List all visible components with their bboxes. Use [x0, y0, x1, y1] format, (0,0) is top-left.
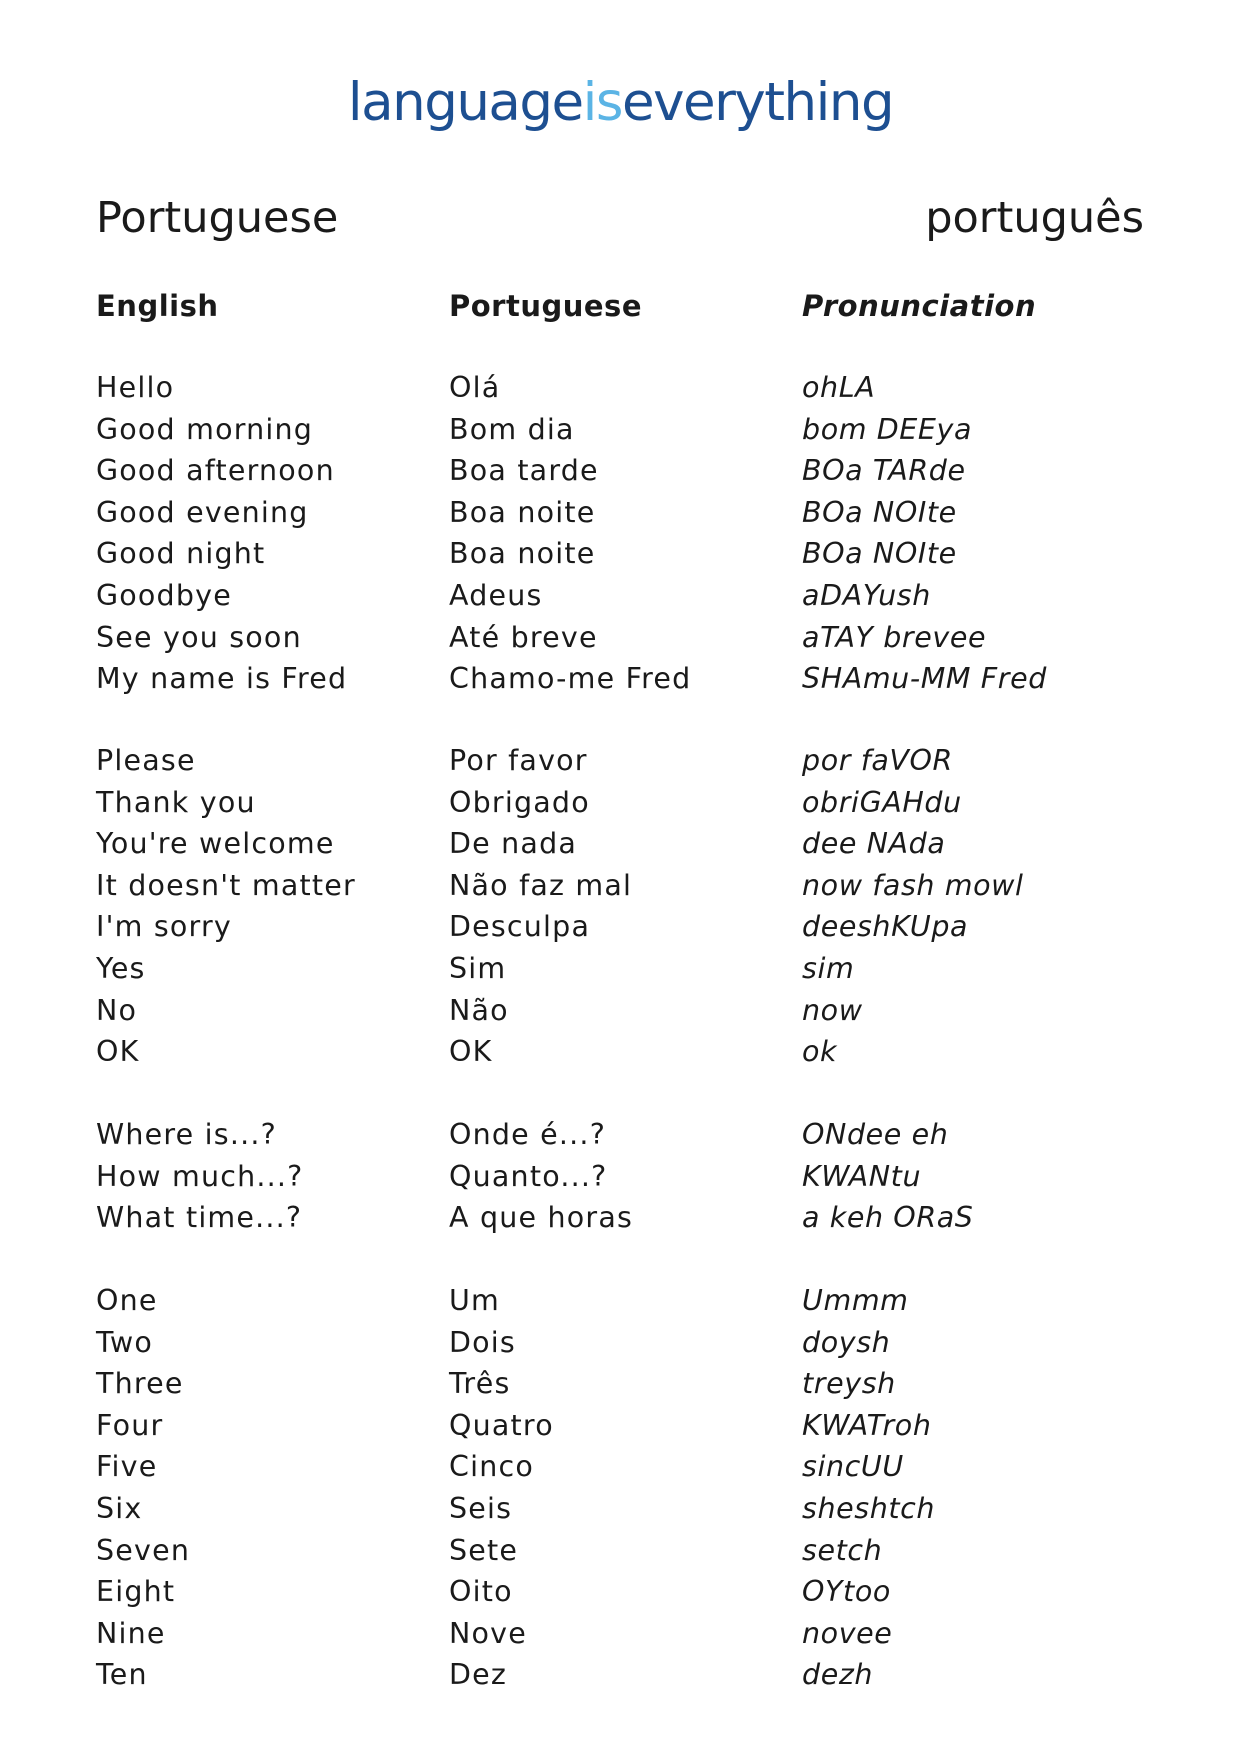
pronunciation-text: dee NAda [802, 827, 946, 861]
pronunciation-text: BOa NOIte [802, 495, 957, 529]
english-phrase: I'm sorry [96, 910, 232, 944]
portuguese-phrase: Nove [449, 1616, 527, 1650]
phrase-row [0, 492, 1241, 534]
english-phrase: What time...? [96, 1201, 303, 1235]
phrase-row [0, 1280, 1241, 1322]
english-phrase: Where is...? [96, 1118, 277, 1151]
english-phrase: One [96, 1284, 158, 1317]
pronunciation-text: treysh [802, 1367, 896, 1401]
pronunciation-text: now [802, 993, 863, 1027]
portuguese-phrase: Um [449, 1284, 501, 1317]
portuguese-phrase: Quatro [449, 1408, 554, 1442]
phrase-row [0, 450, 1241, 492]
english-phrase: OK [96, 1035, 140, 1069]
phrase-row [0, 1571, 1241, 1613]
english-phrase: How much...? [96, 1159, 304, 1193]
phrase-row [0, 1488, 1241, 1530]
phrase-row [0, 948, 1241, 990]
english-phrase: Hello [96, 371, 175, 404]
pronunciation-text: Ummm [802, 1284, 909, 1317]
portuguese-phrase: Seis [449, 1491, 513, 1525]
portuguese-phrase: Boa noite [449, 537, 596, 571]
pronunciation-text: sincUU [802, 1450, 904, 1484]
portuguese-phrase: Adeus [449, 578, 543, 612]
phrase-row [0, 1530, 1241, 1572]
pronunciation-text: KWANtu [802, 1159, 922, 1193]
pronunciation-text: aDAYush [802, 578, 931, 612]
portuguese-phrase: Dez [449, 1658, 508, 1692]
logo-part-everything: everything [622, 72, 894, 133]
column-header-portuguese: Portuguese [449, 289, 642, 323]
phrase-row [0, 1363, 1241, 1405]
phrase-row [0, 1405, 1241, 1447]
portuguese-phrase: Onde é...? [449, 1118, 607, 1151]
english-phrase: Thank you [96, 785, 256, 819]
portuguese-phrase: Não faz mal [449, 868, 633, 902]
english-phrase: Five [96, 1450, 158, 1484]
pronunciation-text: obriGAHdu [802, 785, 962, 819]
phrase-row [0, 533, 1241, 575]
phrase-row [0, 990, 1241, 1032]
english-phrase: Good morning [96, 412, 314, 446]
phrase-row [0, 1197, 1241, 1239]
phrase-row [0, 617, 1241, 659]
portuguese-phrase: Não [449, 993, 509, 1027]
phrase-row [0, 1114, 1241, 1156]
portuguese-phrase: Até breve [449, 620, 598, 654]
pronunciation-text: sheshtch [802, 1491, 936, 1525]
portuguese-phrase: Olá [449, 371, 501, 404]
phrase-row [0, 823, 1241, 865]
portuguese-phrase: Sete [449, 1533, 519, 1567]
phrase-row [0, 409, 1241, 451]
pronunciation-text: a keh ORaS [802, 1201, 974, 1235]
english-phrase: Good evening [96, 495, 309, 529]
english-phrase: Please [96, 744, 196, 777]
pronunciation-text: BOa TARde [802, 454, 966, 488]
english-phrase: See you soon [96, 620, 302, 654]
portuguese-phrase: OK [449, 1035, 493, 1069]
pronunciation-text: BOa NOIte [802, 537, 957, 571]
english-phrase: Two [96, 1325, 154, 1359]
pronunciation-text: doysh [802, 1325, 891, 1359]
portuguese-phrase: Cinco [449, 1450, 534, 1484]
pronunciation-text: sim [802, 951, 855, 985]
pronunciation-text: novee [802, 1616, 893, 1650]
pronunciation-text: ohLA [802, 371, 876, 404]
portuguese-phrase: Quanto...? [449, 1159, 608, 1193]
pronunciation-text: ok [802, 1035, 838, 1069]
phrase-row [0, 865, 1241, 907]
portuguese-phrase: A que horas [449, 1201, 634, 1235]
english-phrase: Seven [96, 1533, 191, 1567]
english-phrase: Three [96, 1367, 184, 1401]
pronunciation-text: ONdee eh [802, 1118, 949, 1151]
portuguese-phrase: Chamo-me Fred [449, 662, 692, 696]
logo-part-language: language [347, 72, 583, 133]
phrase-row [0, 575, 1241, 617]
pronunciation-text: bom DEEya [802, 412, 973, 446]
portuguese-phrase: Bom dia [449, 412, 575, 446]
pronunciation-text: deeshKUpa [802, 910, 969, 944]
english-phrase: Six [96, 1491, 143, 1525]
portuguese-phrase: Sim [449, 951, 507, 985]
portuguese-phrase: Obrigado [449, 785, 590, 819]
english-phrase: No [96, 993, 138, 1027]
column-header-english: English [96, 289, 219, 323]
portuguese-phrase: Por favor [449, 744, 588, 777]
pronunciation-text: now fash mowl [802, 868, 1024, 902]
column-header-pronunciation: Pronunciation [802, 289, 1037, 323]
page-title-native: português [925, 193, 1144, 243]
portuguese-phrase: De nada [449, 827, 578, 861]
pronunciation-text: SHAmu-MM Fred [802, 662, 1047, 696]
english-phrase: Ten [96, 1658, 148, 1692]
phrase-row [0, 1654, 1241, 1696]
english-phrase: You're welcome [96, 827, 335, 861]
portuguese-phrase: Boa noite [449, 495, 596, 529]
english-phrase: It doesn't matter [96, 868, 356, 902]
phrase-group [0, 1280, 1241, 1696]
portuguese-phrase: Oito [449, 1575, 513, 1609]
phrase-row [0, 367, 1241, 409]
portuguese-phrase: Boa tarde [449, 454, 599, 488]
english-phrase: Eight [96, 1575, 176, 1609]
english-phrase: Four [96, 1408, 164, 1442]
phrase-row [0, 782, 1241, 824]
phrase-row [0, 1446, 1241, 1488]
brand-logo [0, 72, 1241, 133]
pronunciation-text: setch [802, 1533, 883, 1567]
page-title-english: Portuguese [96, 193, 339, 243]
phrase-row [0, 658, 1241, 700]
portuguese-phrase: Desculpa [449, 910, 591, 944]
pronunciation-text: aTAY brevee [802, 620, 987, 654]
portuguese-phrase: Dois [449, 1325, 516, 1359]
english-phrase: Good afternoon [96, 454, 335, 488]
phrase-row [0, 1031, 1241, 1073]
english-phrase: Yes [96, 951, 146, 985]
pronunciation-text: OYtoo [802, 1575, 891, 1609]
phrase-group [0, 1114, 1241, 1239]
logo-part-is: is [582, 72, 623, 133]
phrase-group [0, 740, 1241, 1073]
phrase-row [0, 1156, 1241, 1198]
phrase-row [0, 906, 1241, 948]
english-phrase: My name is Fred [96, 662, 348, 696]
portuguese-phrase: Três [449, 1367, 511, 1401]
pronunciation-text: KWATroh [802, 1408, 932, 1442]
pronunciation-text: por faVOR [802, 744, 953, 777]
phrase-row [0, 1613, 1241, 1655]
phrase-row [0, 740, 1241, 782]
phrase-row [0, 1322, 1241, 1364]
pronunciation-text: dezh [802, 1658, 874, 1692]
english-phrase: Goodbye [96, 578, 232, 612]
english-phrase: Good night [96, 537, 266, 571]
phrase-group [0, 367, 1241, 700]
english-phrase: Nine [96, 1616, 166, 1650]
